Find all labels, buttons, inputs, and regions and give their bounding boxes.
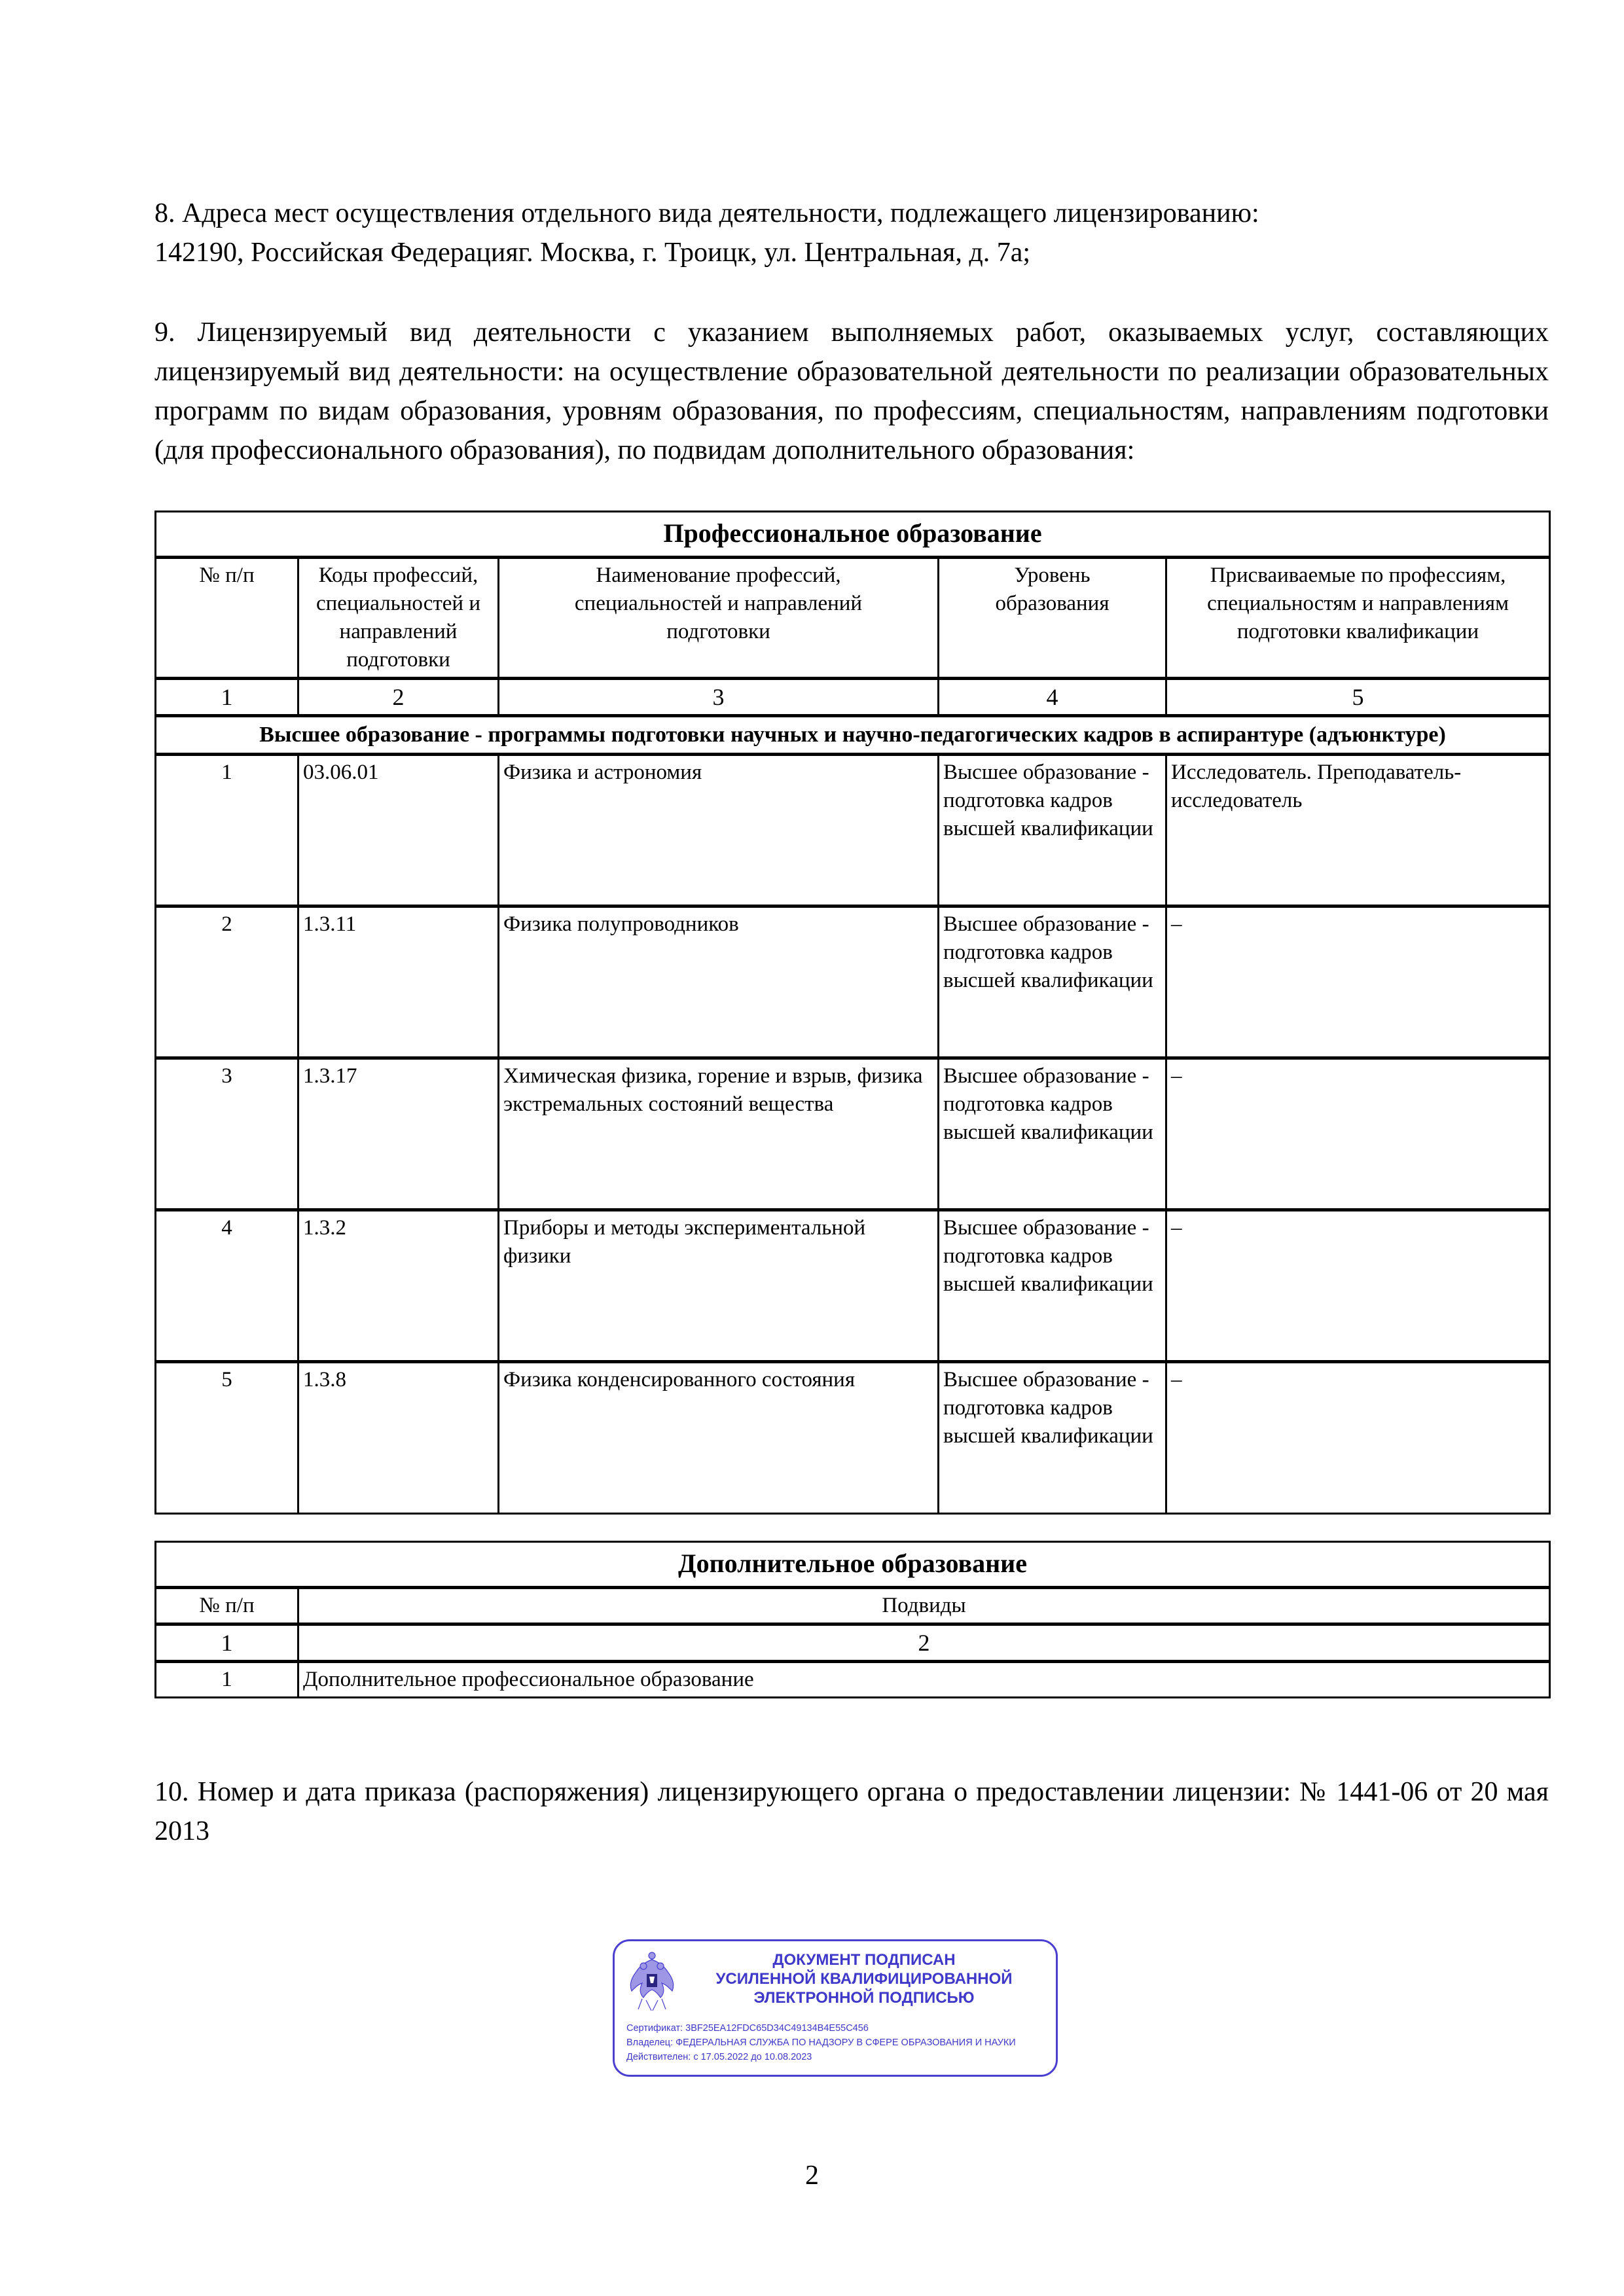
stamp-validity: Действителен: с 17.05.2022 до 10.08.2023 [626, 2052, 812, 2062]
table-row [156, 1210, 1550, 1362]
row-number: 5 [156, 1362, 298, 1514]
row-code: 1.3.17 [298, 1058, 499, 1210]
section-10-text: 10. Номер и дата приказа (распоряжения) лицензирующего органа о предоставлении лицензии: № 1441-06 от 20 мая 2013 [154, 1777, 1549, 1846]
section-10 [154, 1772, 1549, 1851]
row-code: 1.3.8 [298, 1362, 499, 1514]
row-name: Физика полупроводников [499, 906, 939, 1058]
column-number: 1 [156, 1624, 298, 1662]
column-number: 2 [298, 679, 499, 716]
table-row [156, 1662, 1550, 1698]
additional-education-table [154, 1541, 1551, 1698]
table-row [156, 906, 1550, 1058]
table-row [156, 1362, 1550, 1514]
header-cell: № п/п [156, 558, 298, 679]
column-number-row [156, 1624, 1550, 1662]
table-title: Дополнительное образование [156, 1542, 1550, 1588]
column-number: 3 [499, 679, 939, 716]
stamp-details [626, 2021, 1016, 2064]
page-number: 2 [805, 2161, 819, 2191]
section-9 [154, 313, 1549, 470]
row-level: Высшее образование - подготовка кадров высшей квалификации [939, 1058, 1166, 1210]
row-name: Физика и астрономия [499, 755, 939, 906]
column-number: 5 [1166, 679, 1550, 716]
row-qualification: – [1166, 1058, 1550, 1210]
row-name: Приборы и методы экспериментальной физики [499, 1210, 939, 1362]
row-number: 1 [156, 755, 298, 906]
row-number: 4 [156, 1210, 298, 1362]
table-header-row [156, 558, 1550, 679]
header-cell: № п/п [156, 1588, 298, 1624]
section-9-text: 9. Лицензируемый вид деятельности с указанием выполняемых работ, оказываемых услуг, составляющих лицензируемый вид деятельности: на осуществление образовательной деятельности по реализации образовательных программ по видам образования, уровням образования, по профессиям, специальностям, направлениям подготовки (для профессионального образования), по подвидам дополнительного образования: [154, 317, 1549, 465]
electronic-signature-stamp [613, 1939, 1058, 2077]
header-cell: Наименование профессий, специальностей и направлений подготовки [499, 558, 939, 679]
row-number: 2 [156, 906, 298, 1058]
stamp-heading [680, 1950, 1048, 2007]
header-cell: Присваиваемые по профессиям, специальностям и направлениям подготовки квалификации [1166, 558, 1550, 679]
stamp-certificate: Сертификат: 3BF25EA12FDC65D34C49134B4E55C456 [626, 2023, 869, 2034]
stamp-line-3: ЭЛЕКТРОННОЙ ПОДПИСЬЮ [753, 1989, 975, 2007]
column-number-row [156, 679, 1550, 716]
row-level: Высшее образование - подготовка кадров высшей квалификации [939, 755, 1166, 906]
coat-of-arms-icon [626, 1950, 677, 2013]
row-code: 1.3.2 [298, 1210, 499, 1362]
table-header-row [156, 1588, 1550, 1624]
row-qualification: – [1166, 906, 1550, 1058]
row-name: Химическая физика, горение и взрыв, физика экстремальных состояний вещества [499, 1058, 939, 1210]
professional-education-table [154, 511, 1551, 1515]
section-8 [154, 194, 1549, 272]
row-name: Физика конденсированного состояния [499, 1362, 939, 1514]
table-row [156, 755, 1550, 906]
column-number: 4 [939, 679, 1166, 716]
row-qualification: Исследователь. Преподаватель-исследователь [1166, 755, 1550, 906]
row-level: Высшее образование - подготовка кадров высшей квалификации [939, 906, 1166, 1058]
row-level: Высшее образование - подготовка кадров высшей квалификации [939, 1210, 1166, 1362]
row-qualification: – [1166, 1210, 1550, 1362]
row-qualification: – [1166, 1362, 1550, 1514]
row-level: Высшее образование - подготовка кадров высшей квалификации [939, 1362, 1166, 1514]
header-cell: Коды профессий, специальностей и направлений подготовки [298, 558, 499, 679]
header-cell: Уровень образования [939, 558, 1166, 679]
stamp-line-2: УСИЛЕННОЙ КВАЛИФИЦИРОВАННОЙ [715, 1970, 1013, 1988]
row-number: 3 [156, 1058, 298, 1210]
row-number: 1 [156, 1662, 298, 1698]
stamp-owner: Владелец: ФЕДЕРАЛЬНАЯ СЛУЖБА ПО НАДЗОРУ В СФЕРЕ ОБРАЗОВАНИЯ И НАУКИ [626, 2037, 1016, 2048]
header-cell: Подвиды [298, 1588, 1550, 1624]
stamp-line-1: ДОКУМЕНТ ПОДПИСАН [772, 1951, 956, 1969]
table-row [156, 1058, 1550, 1210]
section-8-heading: 8. Адреса мест осуществления отдельного вида деятельности, подлежащего лицензированию: [154, 198, 1259, 228]
table-title: Профессиональное образование [156, 512, 1550, 558]
section-8-address: 142190, Российская Федерацияг. Москва, г. Троицк, ул. Центральная, д. 7а; [154, 238, 1031, 268]
column-number: 2 [298, 1624, 1550, 1662]
column-number: 1 [156, 679, 298, 716]
row-code: 03.06.01 [298, 755, 499, 906]
row-code: 1.3.11 [298, 906, 499, 1058]
row-subtype: Дополнительное профессиональное образование [298, 1662, 1550, 1698]
section-title: Высшее образование - программы подготовки научных и научно-педагогических кадров в аспирантуре (адъюнктуре) [156, 716, 1550, 755]
